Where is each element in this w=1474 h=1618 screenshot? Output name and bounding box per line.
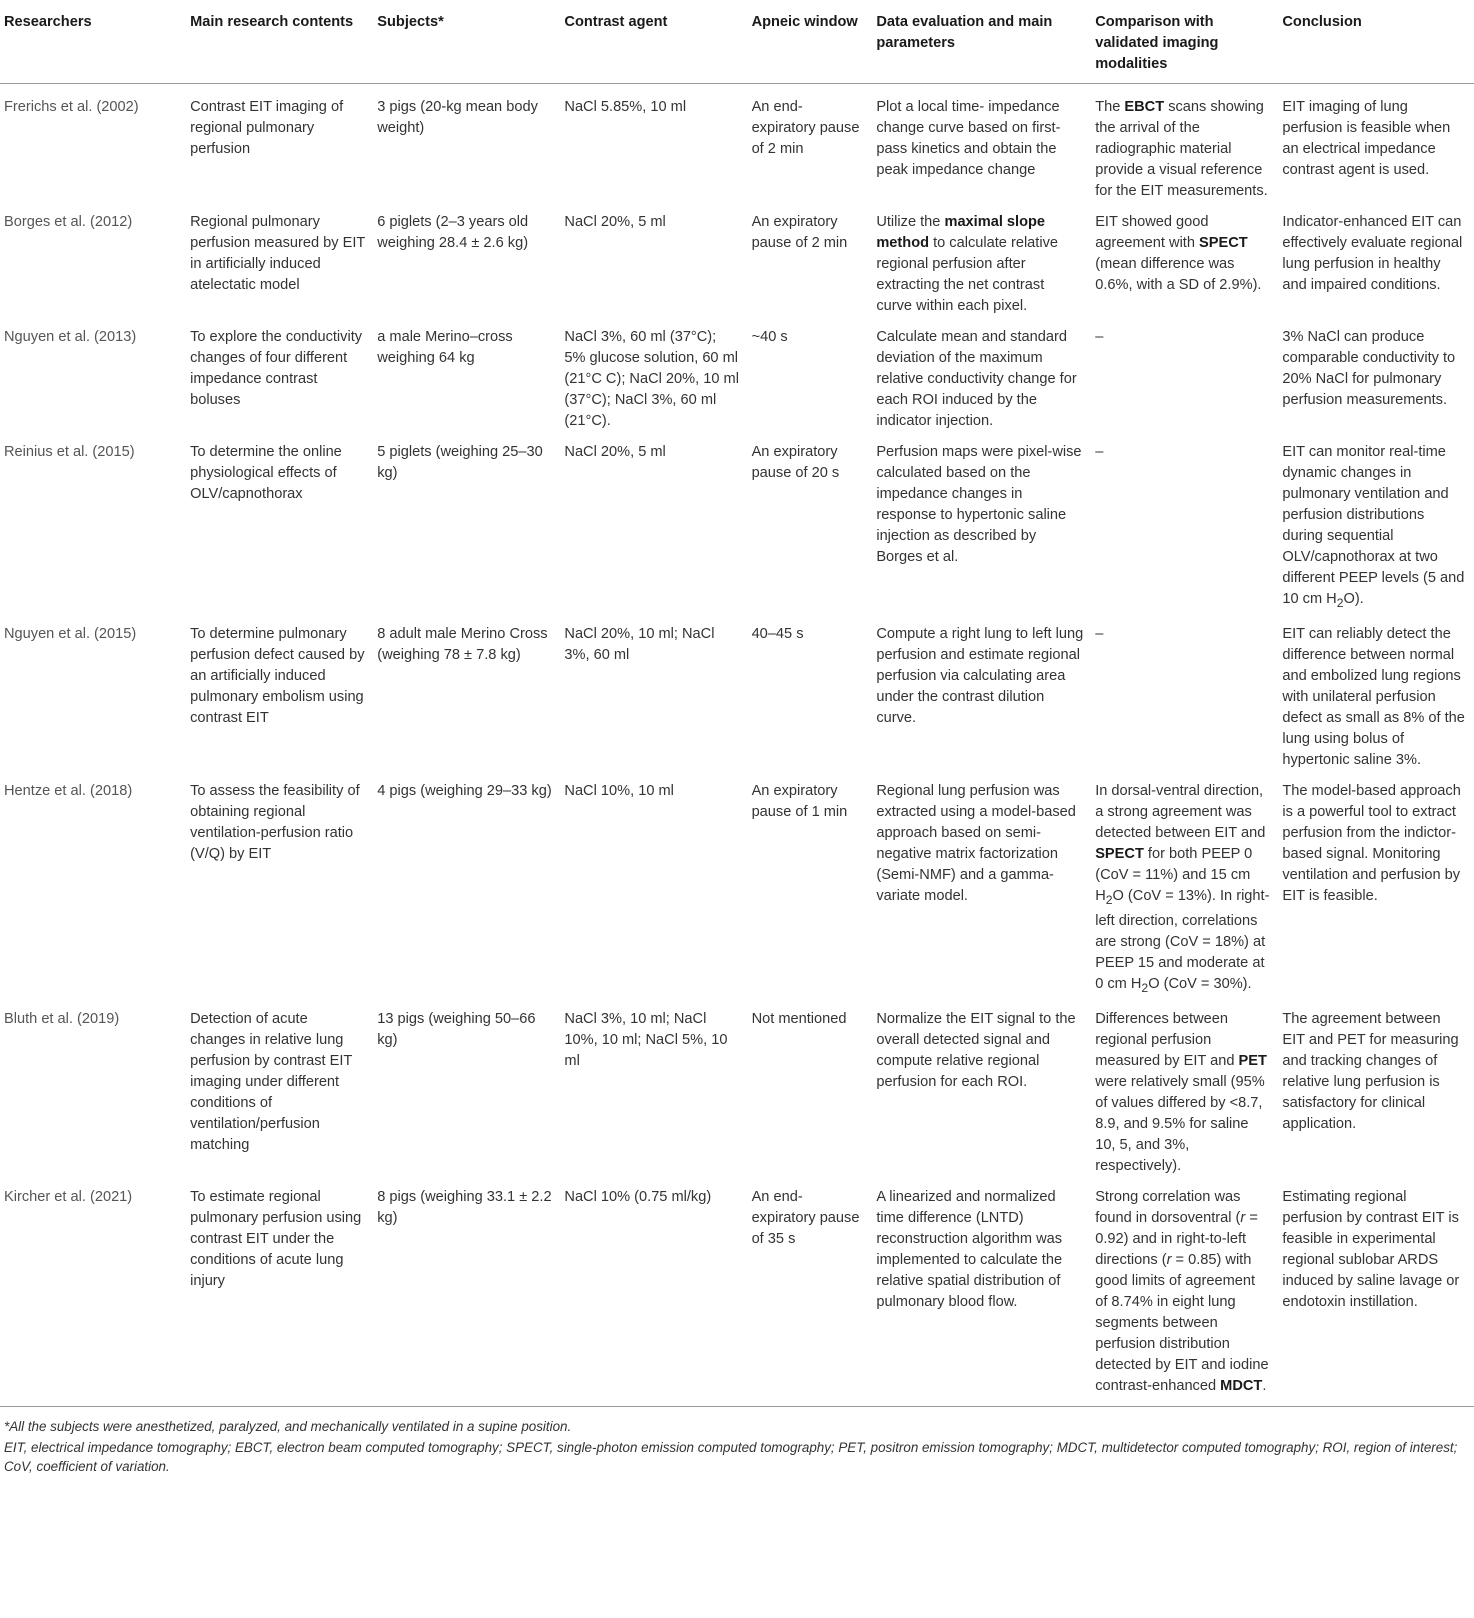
cell-subjects: 13 pigs (weighing 50–66 kg) (377, 1010, 536, 1048)
cell-main-research-contents: To assess the feasibility of obtaining regional ventilation-perfusion ratio (V/Q) by EIT (190, 782, 360, 862)
header-subjects: Subjects* (373, 0, 560, 84)
cell-comparison: In dorsal-ventral direction, a strong agreement was detected between EIT and SPECT for both PEEP 0 (CoV = 11%) and 15 cm $H_2O$ (CoV = 13%). In right-left direction, correlations are strong (CoV = 18%) at PEEP 15 and moderate at 0 cm $H_2O$ (CoV = 30%). (1095, 782, 1270, 995)
cell-comparison: Differences between regional perfusion measured by EIT and PET were relatively small (95% of values differed by <8.7, 8.9, and 9.5% for saline 10, 5, and 3%, respectively). (1095, 1010, 1267, 1174)
cell-main-research-contents: To determine the online physiological effects of OLV/capnothorax (190, 444, 342, 502)
cell-subjects: 5 piglets (weighing 25–30 kg) (377, 444, 543, 481)
cell-researchers: Nguyen et al. (2015) (4, 625, 137, 642)
cell-contrast-agent: NaCl 20%, 5 ml (564, 444, 666, 460)
table-body (0, 84, 1474, 1407)
cell-comparison: – (1095, 329, 1104, 345)
cell-contrast-agent: NaCl 20%, 10 ml; NaCl 3%, 60 ml (564, 625, 715, 663)
subjects-footnote: *All the subjects were anesthetized, paralyzed, and mechanically ventilated in a supine position. (4, 1418, 572, 1434)
cell-main-research-contents: Detection of acute changes in relative lung perfusion by contrast EIT imaging under different conditions of ventilation/perfusion matching (190, 1010, 353, 1153)
table-row (0, 776, 1474, 1004)
header-contrast-agent: Contrast agent (560, 0, 747, 84)
cell-subjects: 4 pigs (weighing 29–33 kg) (377, 782, 552, 799)
header-main-research-contents: Main research contents (186, 0, 373, 84)
cell-conclusion: Indicator-enhanced EIT can effectively evaluate regional lung perfusion in healthy and impaired conditions. (1282, 214, 1463, 293)
cell-contrast-agent: NaCl 20%, 5 ml (564, 214, 666, 230)
cell-apneic-window: 40–45 s (751, 625, 804, 642)
table-row (0, 1182, 1474, 1407)
header-researchers: Researchers (0, 0, 186, 84)
header-comparison: Comparison with validated imaging modalities (1091, 0, 1278, 84)
table-row (0, 619, 1474, 776)
cell-subjects: 8 pigs (weighing 33.1 ± 2.2 kg) (373, 1182, 560, 1407)
table-header-row (0, 0, 1474, 84)
cell-data-evaluation: A linearized and normalized time difference (LNTD) reconstruction algorithm was implemented to calculate the relative spatial distribution of pulmonary blood flow. (872, 1182, 1091, 1407)
cell-data-evaluation: Utilize the maximal slope method to calculate relative regional perfusion after extracting the net contrast curve within each pixel. (876, 214, 1059, 314)
cell-apneic-window: An expiratory pause of 20 s (751, 444, 840, 481)
table-row (0, 322, 1474, 437)
cell-data-evaluation: Regional lung perfusion was extracted using a model-based approach based on semi-negative matrix factorization (Semi-NMF) and a gamma-variate model. (876, 782, 1076, 904)
cell-contrast-agent: NaCl 3%, 10 ml; NaCl 10%, 10 ml; NaCl 5%, 10 ml (564, 1010, 728, 1069)
header-data-evaluation: Data evaluation and main parameters (872, 0, 1091, 84)
table-row (0, 207, 1474, 322)
cell-main-research-contents: To determine pulmonary perfusion defect caused by an artificially induced pulmonary embolism using contrast EIT (190, 625, 365, 726)
cell-main-research-contents: Regional pulmonary perfusion measured by EIT in artificially induced atelectatic model (190, 214, 366, 293)
cell-researchers: Borges et al. (2012) (4, 214, 133, 230)
cell-researchers: Hentze et al. (2018) (4, 782, 133, 799)
cell-apneic-window: An end-expiratory pause of 2 min (751, 99, 860, 157)
cell-contrast-agent: NaCl 10% (0.75 ml/kg) (560, 1182, 747, 1407)
cell-conclusion: EIT imaging of lung perfusion is feasible when an electrical impedance contrast agent is used. (1282, 99, 1451, 178)
cell-subjects: 8 adult male Merino Cross (weighing 78 ± 7.8 kg) (377, 625, 548, 663)
cell-comparison: EIT showed good agreement with SPECT (mean difference was 0.6%, with a SD of 2.9%). (1095, 214, 1262, 293)
cell-contrast-agent: NaCl 10%, 10 ml (564, 782, 674, 799)
cell-researchers: Bluth et al. (2019) (4, 1010, 120, 1027)
cell-apneic-window: ~40 s (751, 329, 788, 345)
table-row (0, 437, 1474, 619)
table-row (0, 84, 1474, 208)
cell-comparison: The EBCT scans showing the arrival of the radiographic material provide a visual reference for the EIT measurements. (1095, 99, 1268, 199)
cell-apneic-window: Not mentioned (751, 1010, 847, 1027)
cell-researchers: Frerichs et al. (2002) (4, 99, 139, 115)
cell-contrast-agent: NaCl 3%, 60 ml (37°C); 5% glucose solution, 60 ml (21°C C); NaCl 20%, 10 ml (37°C); NaCl 3%, 60 ml (21°C). (564, 329, 739, 429)
cell-comparison: Strong correlation was found in dorsoventral (r = 0.92) and in right-to-left directions (r = 0.85) with good limits of agreement of 8.74% in eight lung segments between perfusion distribution detected by EIT and iodine contrast-enhanced MDCT. (1091, 1182, 1278, 1407)
cell-data-evaluation: Compute a right lung to left lung perfusion and estimate regional perfusion via calculating area under the contrast dilution curve. (876, 625, 1084, 726)
cell-apneic-window: An expiratory pause of 1 min (751, 782, 848, 820)
table-footnotes (0, 1407, 1474, 1476)
cell-conclusion: EIT can monitor real-time dynamic changes in pulmonary ventilation and perfusion distributions during sequential OLV/capnothorax at two different PEEP levels (5 and 10 cm $H_2O$). (1282, 444, 1465, 610)
cell-conclusion: Estimating regional perfusion by contrast EIT is feasible in experimental regional sublobar ARDS induced by saline lavage or endotoxin instillation. (1278, 1182, 1474, 1407)
cell-apneic-window: An end-expiratory pause of 35 s (748, 1182, 873, 1407)
abbreviations-footnote: EIT, electrical impedance tomography; EBCT, electron beam computed tomography; SPECT, single-photon emission computed tomography; PET, positron emission tomography; MDCT, multidetector computed tomography; ROI, region of interest; CoV, coefficient of variation. (4, 1439, 1458, 1474)
cell-data-evaluation: Calculate mean and standard deviation of the maximum relative conductivity change for each ROI induced by the indicator injection. (876, 329, 1077, 429)
cell-main-research-contents: To estimate regional pulmonary perfusion using contrast EIT under the conditions of acute lung injury (186, 1182, 373, 1407)
cell-main-research-contents: To explore the conductivity changes of four different impedance contrast boluses (190, 329, 363, 408)
cell-main-research-contents: Contrast EIT imaging of regional pulmonary perfusion (190, 99, 344, 157)
cell-researchers: Kircher et al. (2021) (0, 1182, 186, 1407)
cell-conclusion: 3% NaCl can produce comparable conductivity to 20% NaCl for pulmonary perfusion measurements. (1282, 329, 1456, 408)
cell-data-evaluation: Perfusion maps were pixel-wise calculated based on the impedance changes in response to hypertonic saline injection as described by Borges et al. (876, 444, 1082, 565)
cell-comparison: – (1095, 444, 1104, 460)
cell-apneic-window: An expiratory pause of 2 min (751, 214, 848, 251)
cell-comparison: – (1095, 625, 1104, 642)
cell-subjects: 3 pigs (20-kg mean body weight) (377, 99, 538, 136)
cell-contrast-agent: NaCl 5.85%, 10 ml (564, 99, 687, 115)
header-apneic-window: Apneic window (748, 0, 873, 84)
cell-subjects: 6 piglets (2–3 years old weighing 28.4 ± 2.6 kg) (377, 214, 529, 251)
cell-researchers: Reinius et al. (2015) (4, 444, 135, 460)
cell-conclusion: The agreement between EIT and PET for measuring and tracking changes of relative lung perfusion is satisfactory for clinical application. (1282, 1010, 1459, 1132)
header-conclusion: Conclusion (1278, 0, 1474, 84)
cell-conclusion: The model-based approach is a powerful tool to extract perfusion from the indictor-based signal. Monitoring ventilation and perfusion by EIT is feasible. (1282, 782, 1461, 904)
cell-conclusion: EIT can reliably detect the difference between normal and embolized lung regions with unilateral perfusion defect as small as 8% of the lung using bolus of hypertonic saline 3%. (1282, 625, 1465, 768)
cell-researchers: Nguyen et al. (2013) (4, 329, 137, 345)
cell-subjects: a male Merino–cross weighing 64 kg (377, 329, 513, 366)
table-row (0, 1004, 1474, 1182)
cell-data-evaluation: Normalize the EIT signal to the overall detected signal and compute relative regional perfusion for each ROI. (876, 1010, 1076, 1090)
cell-data-evaluation: Plot a local time- impedance change curve based on first-pass kinetics and obtain the peak impedance change (876, 99, 1061, 178)
